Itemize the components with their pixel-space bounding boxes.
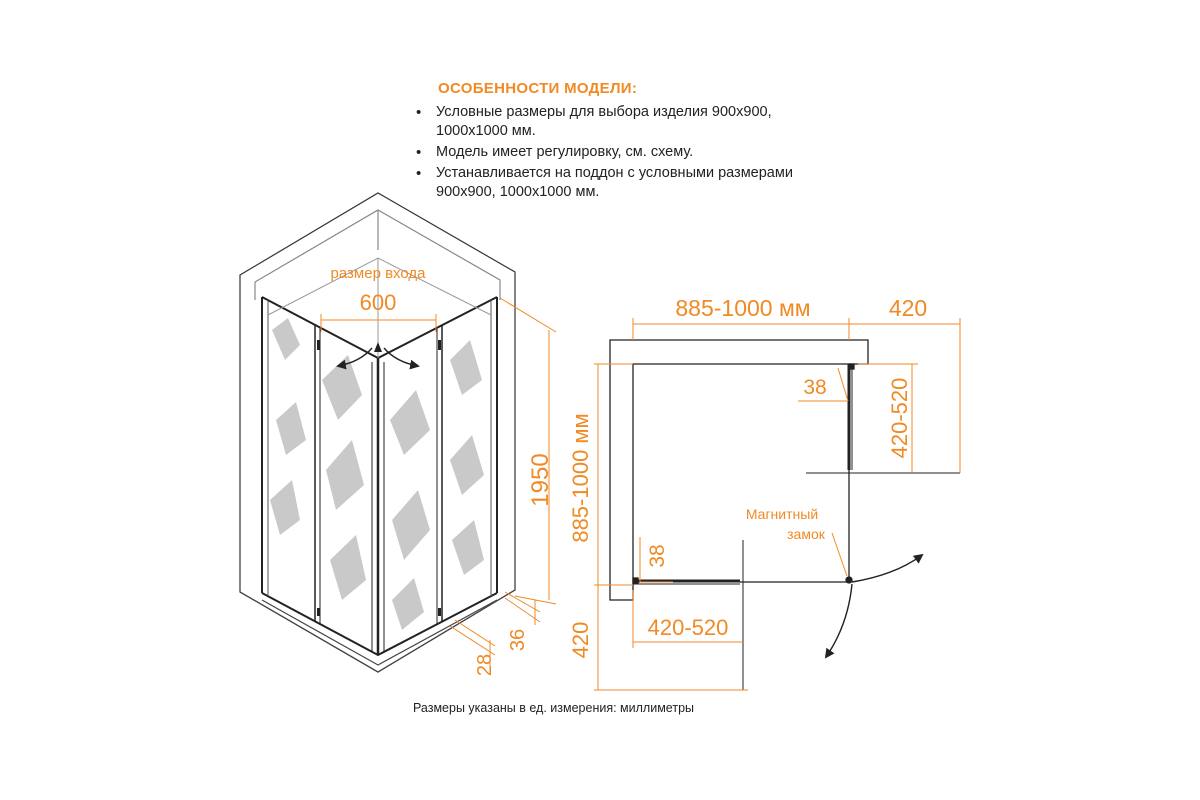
magnet-label-line1: Магнитный: [745, 506, 819, 522]
features-title: ОСОБЕННОСТИ МОДЕЛИ:: [438, 80, 638, 97]
right-handle: [438, 340, 441, 350]
swing-arrow-right: [852, 555, 922, 582]
plan-top-right: 420: [888, 295, 928, 321]
height-label: 1950: [527, 453, 554, 507]
entrance-width: 600: [359, 290, 397, 315]
feature-line: Устанавливается на поддон с условными размерами: [436, 165, 793, 181]
units-footnote: Размеры указаны в ед. измерения: миллиметры: [413, 701, 694, 715]
swing-arrow-down: [826, 584, 852, 657]
plan-bottom-420: 420: [568, 621, 593, 659]
feature-line: 900х900, 1000х1000 мм.: [436, 184, 600, 200]
plan-top-width: 885-1000 мм: [675, 295, 811, 321]
magnet-label-line2: замок: [787, 526, 825, 542]
left-handle: [317, 340, 320, 350]
plan-left-height: 885-1000 мм: [568, 413, 593, 543]
plan-right-range: 420-520: [887, 377, 912, 459]
plan-bottom-range: 420-520: [647, 615, 729, 640]
door-arrow-right: [384, 348, 418, 366]
plan-gap-38-top: 38: [803, 376, 827, 399]
plan-gap-38-bottom: 38: [646, 544, 669, 568]
feature-line: 1000х1000 мм.: [436, 123, 536, 139]
feature-line: Модель имеет регулировку, см. схему.: [436, 144, 694, 160]
plan-dimensions: [568, 295, 960, 690]
base-28-label: 28: [474, 653, 496, 677]
base-36-label: 36: [507, 628, 529, 652]
feature-line: Условные размеры для выбора изделия 900х900,: [436, 104, 772, 120]
entrance-label: размер входа: [330, 265, 426, 282]
